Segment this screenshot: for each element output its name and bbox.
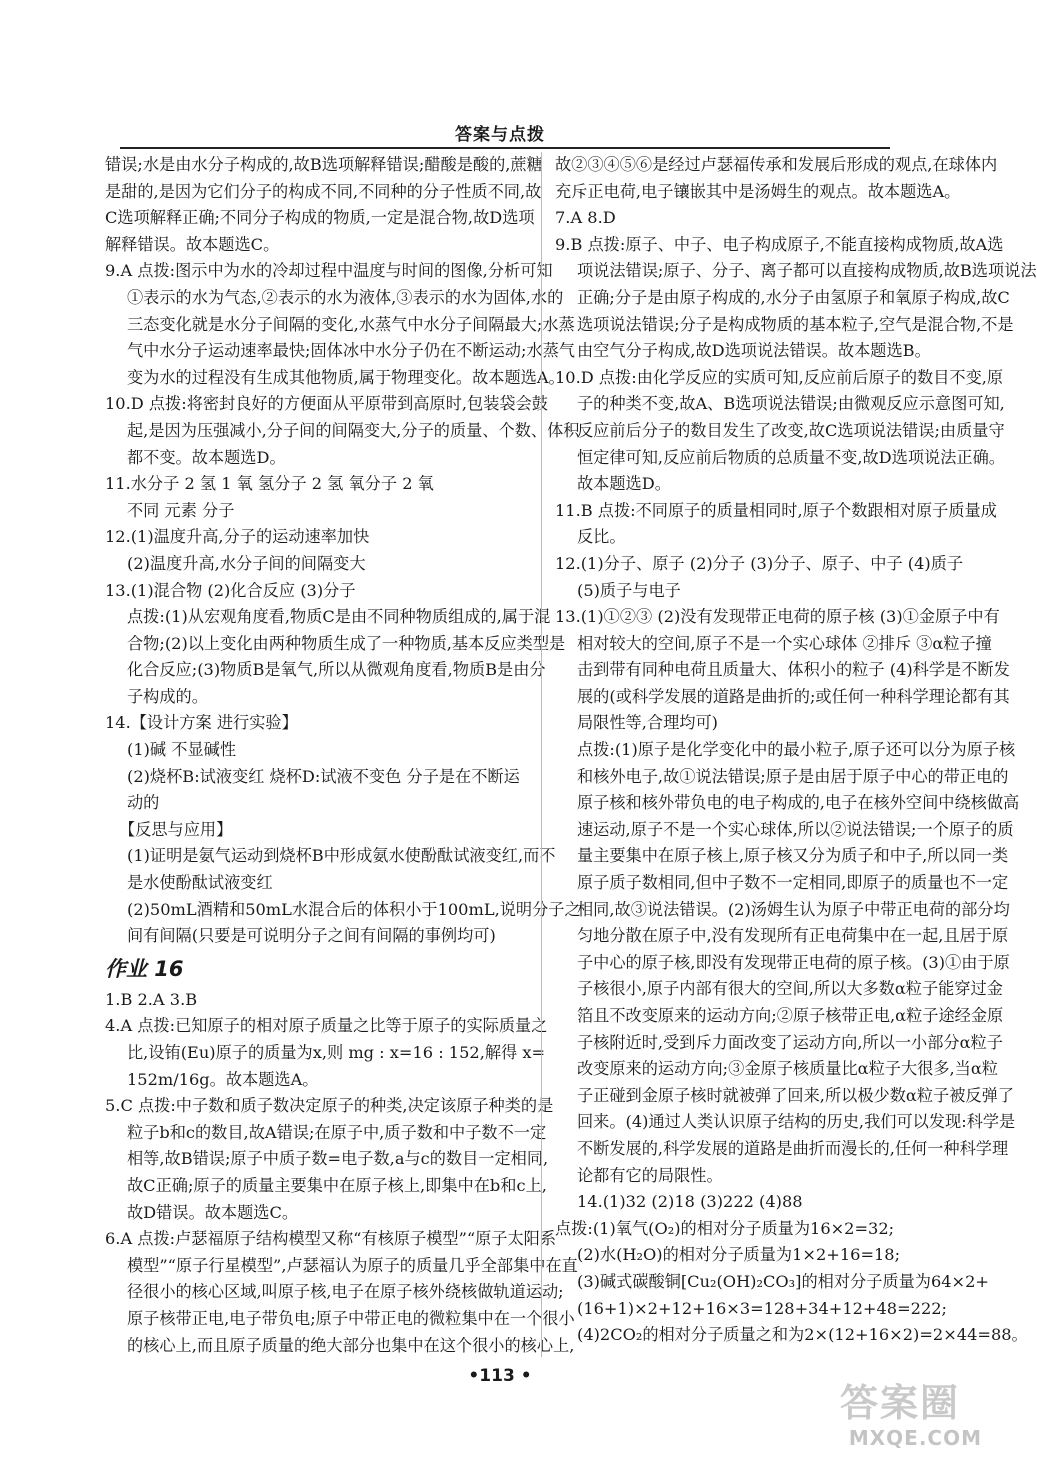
text-line: 速运动,原子不是一个实心球体,所以②说法错误;一个原子的质 bbox=[577, 819, 1014, 839]
text-line: 152m/16g。故本题选A。 bbox=[127, 1069, 319, 1089]
text-line: (1)证明是氨气运动到烧杯B中形成氨水使酚酞试液变红,而不 bbox=[127, 846, 556, 866]
text-line: 不同 元素 分子 bbox=[127, 500, 235, 520]
text-line: 子核很小,原子内部有很大的空间,所以大多数α粒子能穿过金 bbox=[577, 979, 1003, 999]
answer-6: 6.A 点拨:卢瑟福原子结构模型又称“有核原子模型”“原子太阳系 bbox=[105, 1229, 557, 1249]
text-line: 变为水的过程没有生成其他物质,属于物理变化。故本题选A。 bbox=[127, 367, 565, 387]
text-line: 原子核带正电,电子带负电;原子中带正电的微粒集中在一个很小 bbox=[127, 1308, 575, 1328]
text-line: 子正碰到金原子核时就被弹了回来,所以极少数α粒子被反弹了 bbox=[577, 1085, 1014, 1105]
text-line: 故②③④⑤⑥是经过卢瑟福传承和发展后形成的观点,在球体内 bbox=[555, 155, 998, 174]
answer-14: 14.【设计方案 进行实验】 bbox=[105, 713, 298, 733]
text-line: 选项说法错误;分子是构成物质的基本粒子,空气是混合物,不是 bbox=[577, 314, 1014, 334]
text-line: 是甜的,是因为它们分子的构成不同,不同种的分子性质不同,故 bbox=[105, 181, 542, 201]
text-line: (2)50mL酒精和50mL水混合后的体积小于100mL,说明分子之 bbox=[127, 899, 581, 919]
text-line: 相等,故B错误;原子中质子数=电子数,a与c的数目一定相同, bbox=[127, 1149, 549, 1169]
text-line: 故C正确;原子的质量主要集中在原子核上,即集中在b和c上, bbox=[127, 1175, 547, 1195]
text-line: 子中心的原子核,即没有发现带正电荷的原子核。(3)①由于原 bbox=[577, 952, 1010, 972]
answer-12: 12.(1)温度升高,分子的运动速率加快 bbox=[105, 527, 370, 547]
text-line: 比,设铕(Eu)原子的质量为x,则 mg : x=16 : 152,解得 x= bbox=[127, 1043, 546, 1062]
text-line: (2)烧杯B:试液变红 烧杯D:试液不变色 分子是在不断运 bbox=[127, 766, 520, 786]
text-line: 错误;水是由水分子构成的,故B选项解释错误;醋酸是酸的,蔗糖 bbox=[105, 155, 543, 174]
text-line: 正确;分子是由原子构成的,水分子由氢原子和氧原子构成,故C bbox=[577, 287, 1010, 307]
answer-12: 12.(1)分子、原子 (2)分子 (3)分子、原子、中子 (4)质子 bbox=[555, 553, 964, 573]
text-line: 解释错误。故本题选C。 bbox=[105, 234, 280, 254]
watermark-bottom: MXQE.COM bbox=[848, 1426, 982, 1450]
text-line: 点拨:(1)原子是化学变化中的最小粒子,原子还可以分为原子核 bbox=[577, 740, 1016, 760]
text-line: (16+1)×2+12+16×3=128+34+12+48=222; bbox=[577, 1298, 947, 1318]
text-line: 故本题选D。 bbox=[577, 474, 671, 494]
text-line: 点拨:(1)从宏观角度看,物质C是由不同种物质组成的,属于混 bbox=[127, 607, 551, 627]
text-line: 粒子b和c的数目,故A错误;在原子中,质子数和中子数不一定 bbox=[127, 1122, 547, 1142]
text-line: (5)质子与电子 bbox=[577, 580, 681, 600]
text-line: 局限性等,合理均可) bbox=[577, 713, 718, 733]
text-line: 展的(或科学发展的道路是曲折的;或任何一种科学理论都有其 bbox=[577, 686, 1010, 706]
text-line: 间有间隔(只要是可说明分子之间有间隔的事例均可) bbox=[127, 926, 496, 946]
text-line: 子核附近时,受到斥力面改变了运动方向,所以一小部分α粒子 bbox=[577, 1032, 1003, 1052]
text-line: 由空气分子构成,故D选项说法错误。故本题选B。 bbox=[577, 341, 931, 361]
text-line: 箔且不改变原来的运动方向;②原子核带正电,α粒子途经金原 bbox=[577, 1006, 1004, 1025]
text-line: 14.(1)32 (2)18 (3)222 (4)88 bbox=[577, 1192, 803, 1212]
text-line: 三态变化就是水分子间隔的变化,水蒸气中水分子间隔最大;水蒸 bbox=[127, 314, 575, 334]
watermark-logo bbox=[840, 1380, 990, 1460]
right-column bbox=[555, 152, 1037, 1349]
text-line: (2)水(H₂O)的相对分子质量为1×2+16=18; bbox=[577, 1245, 901, 1265]
text-line: 的核心上,而且原子质量的绝大部分也集中在这个很小的核心上, bbox=[127, 1335, 575, 1355]
text-line: (1)碱 不显碱性 bbox=[127, 740, 237, 760]
text-line: 合物;(2)以上变化由两种物质生成了一种物质,基本反应类型是 bbox=[127, 633, 566, 653]
answer-11: 11.水分子 2 氢 1 氧 氢分子 2 氢 氧分子 2 氧 bbox=[105, 474, 434, 494]
text-line: 径很小的核心区域,叫原子核,电子在原子核外绕核做轨道运动; bbox=[127, 1282, 564, 1302]
text-line: 反比。 bbox=[577, 527, 626, 547]
text-line: 【反思与应用】 bbox=[119, 819, 233, 839]
text-line: 项说法错误;原子、分子、离子都可以直接构成物质,故B选项说法 bbox=[577, 261, 1037, 281]
text-line: 反应前后分子的数目发生了改变,故C选项说法错误;由质量守 bbox=[577, 420, 1005, 440]
answer-5: 5.C 点拨:中子数和质子数决定原子的种类,决定该原子种类的是 bbox=[105, 1096, 554, 1116]
text-line: C选项解释正确;不同分子构成的物质,一定是混合物,故D选项 bbox=[105, 208, 535, 228]
column-divider bbox=[541, 152, 542, 1357]
text-line: 化合反应;(3)物质B是氧气,所以从微观角度看,物质B是由分 bbox=[127, 660, 546, 680]
answer-10: 10.D 点拨:由化学反应的实质可知,反应前后原子的数目不变,原 bbox=[555, 367, 1004, 387]
page-number: •113 • bbox=[468, 1366, 532, 1386]
text-line: 改变原来的运动方向;③金原子核质量比α粒子大很多,当α粒 bbox=[577, 1059, 998, 1079]
text-line: 气中水分子运动速率最快;固体冰中水分子仍在不断运动;水蒸气 bbox=[127, 341, 575, 361]
text-line: 原子质子数相同,但中子数不一定相同,即原子的质量也不一定 bbox=[577, 873, 1009, 893]
answer-10: 10.D 点拨:将密封良好的方便面从平原带到高原时,包装袋会鼓 bbox=[105, 394, 548, 414]
left-column bbox=[105, 152, 581, 1359]
answer-4: 4.A 点拨:已知原子的相对原子质量之比等于原子的实际质量之 bbox=[105, 1016, 548, 1036]
text-line: 相对较大的空间,原子不是一个实心球体 ②排斥 ③α粒子撞 bbox=[577, 633, 992, 653]
text-line: 原子核和核外带负电的电子构成的,电子在核外空间中绕核做高 bbox=[577, 793, 1020, 813]
text-line: ①表示的水为气态,②表示的水为液体,③表示的水为固体,水的 bbox=[127, 287, 564, 307]
text-line: 相同,故③说法错误。(2)汤姆生认为原子中带正电荷的部分均 bbox=[577, 899, 1010, 919]
text-line: (3)碱式碳酸铜[Cu₂(OH)₂CO₃]的相对分子质量为64×2+ bbox=[577, 1271, 989, 1291]
text-line: (4)2CO₂的相对分子质量之和为2×(12+16×2)=2×44=88。 bbox=[577, 1325, 1028, 1345]
text-line: 恒定律可知,反应前后物质的总质量不变,故D选项说法正确。 bbox=[577, 447, 1005, 467]
text-line: 量主要集中在原子核上,原子核又分为质子和中子,所以同一类 bbox=[577, 846, 1009, 866]
answers-7-8: 7.A 8.D bbox=[555, 208, 616, 228]
text-line: 论都有它的局限性。 bbox=[577, 1165, 723, 1185]
text-line: 子构成的。 bbox=[127, 686, 208, 706]
answers-1-3: 1.B 2.A 3.B bbox=[105, 989, 198, 1009]
text-line: (2)温度升高,水分子间的间隔变大 bbox=[127, 553, 366, 573]
answer-9: 9.B 点拨:原子、中子、电子构成原子,不能直接构成物质,故A选 bbox=[555, 234, 1004, 254]
text-line: 起,是因为压强减小,分子间的间隔变大,分子的质量、个数、体积 bbox=[127, 420, 580, 440]
text-line: 动的 bbox=[127, 793, 160, 813]
answer-9: 9.A 点拨:图示中为水的冷却过程中温度与时间的图像,分析可知 bbox=[105, 261, 553, 281]
answer-13: 13.(1)混合物 (2)化合反应 (3)分子 bbox=[105, 580, 356, 600]
text-line: 故D错误。故本题选C。 bbox=[127, 1202, 299, 1222]
section-title: 作业 16 bbox=[105, 956, 184, 981]
text-line: 击到带有同种电荷且质量大、体积小的粒子 (4)科学是不断发 bbox=[577, 660, 1010, 680]
text-line: 充斥正电荷,电子镶嵌其中是汤姆生的观点。故本题选A。 bbox=[555, 181, 961, 201]
text-line: 子的种类不变,故A、B选项说法错误;由微观反应示意图可知, bbox=[577, 394, 1005, 414]
watermark-top: 答案圈 bbox=[840, 1381, 961, 1425]
answer-11: 11.B 点拨:不同原子的质量相同时,原子个数跟相对原子质量成 bbox=[555, 500, 997, 520]
header-rule bbox=[120, 147, 890, 149]
text-line: 回来。(4)通过人类认识原子结构的历史,我们可以发现:科学是 bbox=[577, 1112, 1016, 1132]
answer-13: 13.(1)①②③ (2)没有发现带正电荷的原子核 (3)①金原子中有 bbox=[555, 607, 1000, 627]
text-line: 不断发展的,科学发展的道路是曲折而漫长的,任何一种科学理 bbox=[577, 1138, 1009, 1158]
text-line: 和核外电子,故①说法错误;原子是由居于原子中心的带正电的 bbox=[577, 766, 1009, 786]
text-line: 都不变。故本题选D。 bbox=[127, 447, 286, 467]
answer-14: 点拨:(1)氧气(O₂)的相对分子质量为16×2=32; bbox=[555, 1218, 895, 1238]
text-line: 模型”“原子行星模型”,卢瑟福认为原子的质量几乎全部集中在直 bbox=[127, 1255, 578, 1275]
page-header-title: 答案与点拨 bbox=[455, 125, 545, 145]
text-line: 匀地分散在原子中,没有发现所有正电荷集中在一起,且居于原 bbox=[577, 926, 1009, 946]
text-line: 是水使酚酞试液变红 bbox=[127, 873, 273, 893]
